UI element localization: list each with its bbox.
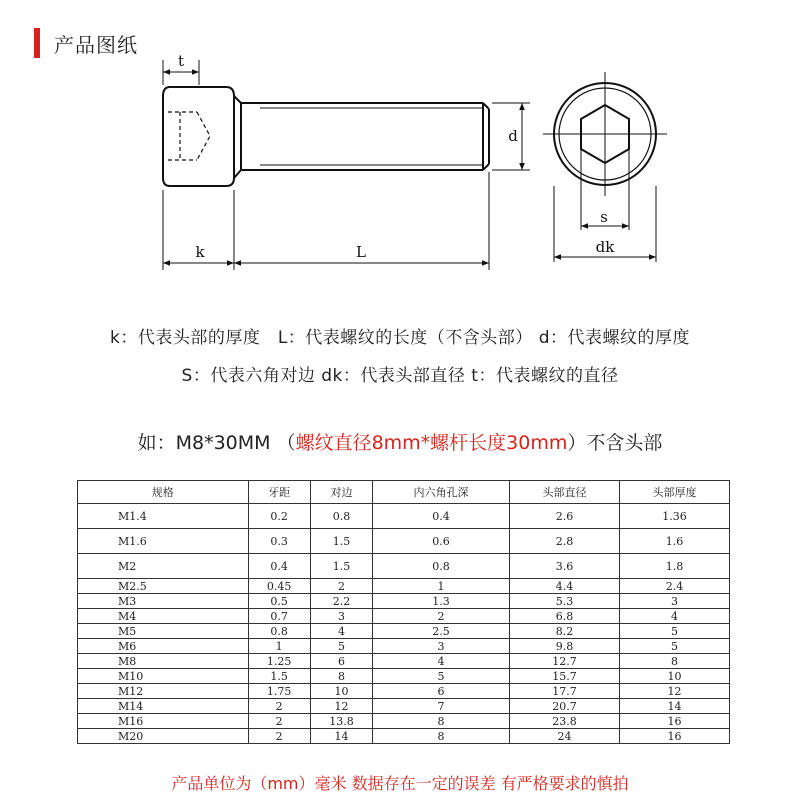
table-cell: 5 <box>310 639 372 654</box>
table-cell: 17.7 <box>509 684 619 699</box>
table-cell: 12 <box>310 699 372 714</box>
table-cell: M1.6 <box>78 529 249 554</box>
table-cell: 6 <box>310 654 372 669</box>
table-cell: 6 <box>373 684 510 699</box>
table-row <box>78 504 730 529</box>
screw-side-view <box>163 87 489 186</box>
example-highlight: 螺纹直径8mm*螺杆长度30mm <box>295 432 568 454</box>
table-cell: M1.4 <box>78 504 249 529</box>
example-suffix: ）不含头部 <box>567 432 663 454</box>
table-cell: 5 <box>373 669 510 684</box>
example-prefix: 如：M8*30MM （ <box>137 432 296 454</box>
table-cell: 0.45 <box>248 579 310 594</box>
table-cell: M8 <box>78 654 249 669</box>
table-cell: 16 <box>619 714 729 729</box>
table-cell: M6 <box>78 639 249 654</box>
col-header: 头部直径 <box>509 481 619 504</box>
table-cell: 2 <box>248 699 310 714</box>
screw-end-view <box>543 72 667 262</box>
label-t: t <box>177 52 185 70</box>
section-title: 产品图纸 <box>54 32 138 57</box>
table-cell: 2 <box>248 714 310 729</box>
table-row <box>78 639 730 654</box>
table-cell: 2.8 <box>509 529 619 554</box>
table-cell: M3 <box>78 594 249 609</box>
table-cell: 14 <box>310 729 372 744</box>
table-cell: 1.36 <box>619 504 729 529</box>
table-cell: 0.5 <box>248 594 310 609</box>
table-cell: 0.6 <box>373 529 510 554</box>
table-row <box>78 529 730 554</box>
legend-line-1: k：代表头部的厚度 L：代表螺纹的长度（不含头部） d：代表螺纹的厚度 <box>109 328 690 348</box>
table-cell: M12 <box>78 684 249 699</box>
table-cell: 24 <box>509 729 619 744</box>
table-cell: 1.5 <box>248 669 310 684</box>
table-cell: 15.7 <box>509 669 619 684</box>
table-row <box>78 684 730 699</box>
table-cell: 1 <box>248 639 310 654</box>
table-cell: M4 <box>78 609 249 624</box>
table-cell: 1.5 <box>310 529 372 554</box>
table-row <box>78 594 730 609</box>
table-cell: 4.4 <box>509 579 619 594</box>
label-L: L <box>356 243 366 261</box>
label-dk: dk <box>595 238 615 256</box>
table-cell: M2 <box>78 554 249 579</box>
table-cell: 4 <box>373 654 510 669</box>
table-cell: 0.8 <box>248 624 310 639</box>
table-cell: 8.2 <box>509 624 619 639</box>
table-cell: 16 <box>619 729 729 744</box>
table-cell: 2.6 <box>509 504 619 529</box>
table-cell: 3.6 <box>509 554 619 579</box>
col-header: 牙距 <box>248 481 310 504</box>
table-cell: 20.7 <box>509 699 619 714</box>
table-cell: 5 <box>619 639 729 654</box>
table-cell: 13.8 <box>310 714 372 729</box>
table-cell: 1.75 <box>248 684 310 699</box>
table-cell: M20 <box>78 729 249 744</box>
table-cell: 8 <box>373 714 510 729</box>
table-cell: 1.25 <box>248 654 310 669</box>
table-cell: 23.8 <box>509 714 619 729</box>
label-d: d <box>508 127 518 145</box>
table-row <box>78 699 730 714</box>
table-row <box>78 579 730 594</box>
table-row <box>78 624 730 639</box>
label-k: k <box>195 243 205 261</box>
table-cell: 2 <box>310 579 372 594</box>
table-row <box>78 669 730 684</box>
table-cell: 8 <box>373 729 510 744</box>
col-header: 规格 <box>78 481 249 504</box>
table-cell: M5 <box>78 624 249 639</box>
screw-technical-drawing <box>0 0 800 300</box>
table-header-row <box>78 481 730 504</box>
table-cell: 3 <box>310 609 372 624</box>
table-body <box>78 504 730 744</box>
table-row <box>78 729 730 744</box>
table-cell: 12 <box>619 684 729 699</box>
table-cell: 2 <box>248 729 310 744</box>
table-cell: 1.5 <box>310 554 372 579</box>
table-cell: M2.5 <box>78 579 249 594</box>
table-cell: 1.6 <box>619 529 729 554</box>
table-cell: M10 <box>78 669 249 684</box>
table-cell: 1.8 <box>619 554 729 579</box>
table-cell: 2 <box>373 609 510 624</box>
table-cell: 1 <box>373 579 510 594</box>
table-cell: 14 <box>619 699 729 714</box>
table-cell: 4 <box>310 624 372 639</box>
col-header: 内六角孔深 <box>373 481 510 504</box>
table-cell: 2.4 <box>619 579 729 594</box>
table-cell: 8 <box>619 654 729 669</box>
table-cell: 3 <box>619 594 729 609</box>
table-cell: 5 <box>619 624 729 639</box>
table-cell: 1.3 <box>373 594 510 609</box>
table-cell: 0.4 <box>248 554 310 579</box>
spec-table <box>77 480 730 744</box>
table-cell: 2.5 <box>373 624 510 639</box>
table-cell: 0.7 <box>248 609 310 624</box>
table-cell: 10 <box>310 684 372 699</box>
table-cell: 12.7 <box>509 654 619 669</box>
col-header: 头部厚度 <box>619 481 729 504</box>
table-cell: 3 <box>373 639 510 654</box>
table-cell: 7 <box>373 699 510 714</box>
table-cell: 0.8 <box>310 504 372 529</box>
table-cell: 0.4 <box>373 504 510 529</box>
table-cell: 8 <box>310 669 372 684</box>
table-cell: 0.3 <box>248 529 310 554</box>
table-row <box>78 714 730 729</box>
table-cell: 0.2 <box>248 504 310 529</box>
table-cell: 0.8 <box>373 554 510 579</box>
table-row <box>78 554 730 579</box>
table-cell: M16 <box>78 714 249 729</box>
footer-note: 产品单位为（mm）毫米 数据存在一定的误差 有严格要求的慎拍 <box>171 774 629 793</box>
table-cell: M14 <box>78 699 249 714</box>
label-s: s <box>600 208 608 226</box>
table-cell: 9.8 <box>509 639 619 654</box>
table-cell: 5.3 <box>509 594 619 609</box>
table-row <box>78 654 730 669</box>
table-cell: 6.8 <box>509 609 619 624</box>
col-header: 对边 <box>310 481 372 504</box>
table-cell: 2.2 <box>310 594 372 609</box>
table-cell: 4 <box>619 609 729 624</box>
table-cell: 10 <box>619 669 729 684</box>
dimension-labels <box>178 52 615 261</box>
table-row <box>78 609 730 624</box>
legend-line-2: S：代表六角对边 dk：代表头部直径 t：代表螺纹的直径 <box>181 366 619 386</box>
example-spec <box>0 428 800 455</box>
